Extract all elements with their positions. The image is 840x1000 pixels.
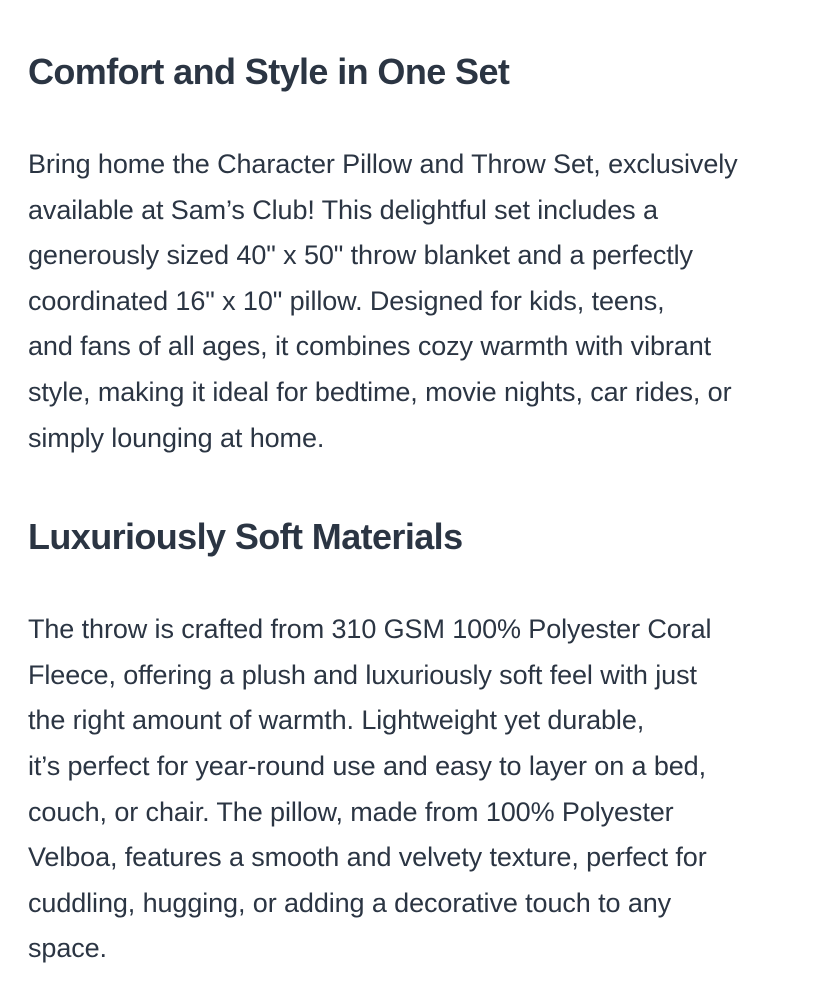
body-line: the right amount of warmth. Lightweight yet durable, <box>28 705 645 736</box>
body-line: style, making it ideal for bedtime, movie nights, car rides, or <box>28 376 732 407</box>
body-line: available at Sam’s Club! This delightful set includes a <box>28 194 658 225</box>
section-heading-soft-materials: Luxuriously Soft Materials <box>28 516 463 558</box>
body-line: coordinated 16" x 10" pillow. Designed for kids, teens, <box>28 285 665 316</box>
section-body-soft-materials <box>28 607 812 972</box>
body-line: it’s perfect for year-round use and easy to layer on a bed, <box>28 750 706 781</box>
section-body-comfort-and-style <box>28 142 812 461</box>
body-line: The throw is crafted from 310 GSM 100% Polyester Coral <box>28 614 712 645</box>
body-line: Bring home the Character Pillow and Throw Set, exclusively <box>28 149 738 179</box>
body-line: space. <box>28 933 107 964</box>
body-line: Fleece, offering a plush and luxuriously soft feel with just <box>28 659 697 690</box>
section-heading-comfort-and-style: Comfort and Style in One Set <box>28 51 510 92</box>
body-line: and fans of all ages, it combines cozy warmth with vibrant <box>28 331 712 362</box>
body-line: cuddling, hugging, or adding a decorative touch to any <box>28 887 672 918</box>
body-line: Velboa, features a smooth and velvety texture, perfect for <box>28 842 707 873</box>
body-line: simply lounging at home. <box>28 422 325 453</box>
body-line: generously sized 40" x 50" throw blanket and a perfectly <box>28 240 693 271</box>
body-line: couch, or chair. The pillow, made from 100% Polyester <box>28 796 674 827</box>
